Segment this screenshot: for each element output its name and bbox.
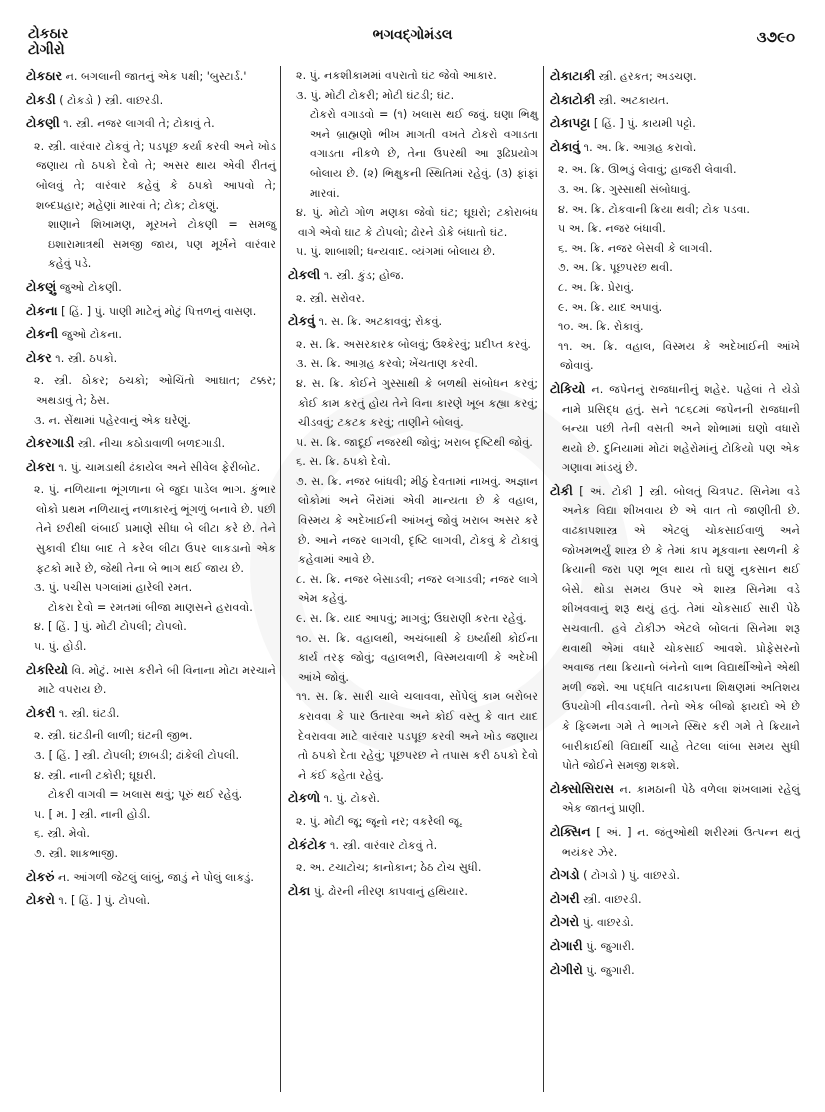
sense-definition: ૧૧. સ. ક્રિ. સારી ચાલે ચલાવવા, સોંપેલું કામ બરોબર કરાવવા કે પાર ઉતારવા અને કોઈ વસ્તુ કે વાત યાદ દેવરાવવા માટે વારંવાર પડપૂછ કરવી અને ખોડ જણાય તો ઠપકો દેતા રહેવું; પૂછપરછ ને તપાસ કરી ઠપકો દેવો ને કંઈ કહેતા રહેવું. [296, 690, 538, 782]
dictionary-entry [550, 66, 800, 87]
sense-definition: ૪. સ્ત્રી. નાની ટકોરી; ઘૂઘરી. [34, 768, 157, 782]
column-middle [288, 66, 538, 1098]
sense-definition: ૨. સ્ત્રી. ઠોકર; ઠચકો; ઓચિંતો આઘાત; ટક્કર; અથડાવું તે; ઠેસ. [34, 374, 276, 407]
sense-definition: ૧૧. અ. ક્રિ. વહાલ, વિસ્મય કે અદેખાઈની આંખે જોવાવું. [558, 339, 800, 373]
sense-definition: ૭. સ્ત્રી. શાકભાજી. [34, 846, 119, 860]
headword: ટોકની [26, 326, 59, 342]
idiom-definition: ટોકરી વાગવી = ખલાસ થવું; પૂરું થઈ રહેવું. [48, 788, 243, 802]
dictionary-entry [550, 889, 800, 910]
dictionary-entry [550, 779, 800, 819]
dictionary-entry [26, 90, 276, 111]
dictionary-entry [288, 881, 538, 902]
dictionary-entry [288, 265, 538, 308]
column-divider [543, 66, 544, 1092]
definition: ન. બગલાની જાતનું એક પક્ષી; 'બુસ્ટાર્ડ.' [65, 70, 247, 83]
dictionary-entry [26, 277, 276, 298]
definition: ૧. પું. ચામડાથી ઢંકાયેલ અને સીવેલ ફેરીબોટ. [58, 460, 261, 474]
column-right [550, 66, 800, 1098]
definition: ૧. પું. ટોકરો. [323, 792, 380, 806]
sense-definition: ૪. [ હિં. ] પું. મોટી ટોપલી; ટોપલો. [34, 620, 187, 634]
dictionary-entry [550, 137, 800, 376]
headword: ટોકાવું [550, 138, 581, 154]
dictionary-entry [26, 324, 276, 345]
headword: ટોકાપટ્ટા [550, 115, 591, 131]
dictionary-entry [550, 113, 800, 134]
dictionary-entry [26, 113, 276, 274]
sense-definition: ૯. અ. ક્રિ. યાદ અપાવું. [558, 300, 663, 314]
dictionary-entry [26, 301, 276, 322]
headword: ટોકિયો [550, 380, 586, 396]
dictionary-entry [288, 311, 538, 785]
sense-definition: ૯. સ. ક્રિ. યાદ આપવું; માગવું; ઉઘરાણી કરતા રહેવું. [296, 612, 527, 626]
dictionary-entry [288, 835, 538, 878]
dictionary-entry [26, 660, 276, 700]
sense-definition: ૧૦. અ. ક્રિ. રોકાવું. [558, 320, 644, 334]
definition: પું. વાછરડો. [582, 916, 634, 930]
dictionary-entry [26, 867, 276, 888]
dictionary-entry [26, 890, 276, 911]
sense-definition: ૨. અ. ટચાટોચ; કાનોકાન; ઠેઠ ટોચ સુધી. [296, 861, 482, 875]
definition: સ્ત્રી. નીચા કઠોડાવાળી બળદગાડી. [77, 437, 226, 451]
definition: ૧. સ્ત્રી. નજર લાગવી તે; ટોકાવું તે. [63, 117, 215, 131]
sense-definition: ૨. સ્ત્રી. સરોવર. [296, 291, 365, 305]
definition: ન. આંગળી જેટલું લાંબું, જાડું ને પોલું લાકડું. [57, 870, 254, 884]
sense-definition: ૮. સ. ક્રિ. નજર બેસાડવી; નજર લગાડવી; નજર લાગે એમ કહેવું. [296, 572, 538, 606]
dictionary-entry [26, 433, 276, 454]
definition: ૧. સ્ત્રી. ઘંટડી. [58, 706, 120, 720]
headword: ટોકી [550, 482, 573, 498]
dictionary-entry [550, 481, 800, 776]
dictionary-entry [550, 90, 800, 111]
sense-definition: ૭. અ. ક્રિ. પૂછપરછ થવી. [558, 261, 673, 275]
sense-definition: ૧૦. સ. ક્રિ. વહાલથી, અચંબાથી કે ઇર્ષ્યાથી કોઈના કાર્ય તરફ જોવું; વહાલભરી, વિસ્મયવાળી કે અદેખી આંખે જોવું. [296, 631, 538, 684]
sense-definition: ૬. અ. ક્રિ. નજર બેસવી કે લાગવી. [558, 241, 713, 255]
dictionary-entry [550, 912, 800, 933]
sense-definition: ૪. સ. ક્રિ. કોઈને ગુસ્સાથી કે બળથી સંબોધન કરવું; કોઈ કામ કરતું હોય તેને વિના કારણે ખૂબ કહ્યા કરવું; ચીડવવું; ટકટક કરવું; તાણીને બોલવું. [296, 376, 538, 430]
sense-definition: ૫. [ મ. ] સ્ત્રી. નાની હોડી. [34, 807, 151, 821]
page-number: ૩૭૯૦ [756, 28, 795, 46]
definition: ૧. સ. ક્રિ. અટકાવવું; રોકવું. [318, 315, 443, 329]
definition: જુઓ ટોકના. [61, 328, 122, 342]
column-divider [280, 66, 281, 1092]
headword: ટોગારી [550, 937, 583, 953]
sense-definition: ૨. સ્ત્રી. વારંવાર ટોકવું તે; પડપૂછ કર્યા કરવી અને ખોડ જણાય તો ઠપકો દેવો તે; અસર થાય એવી રીતનું બોલવું તે; વારંવાર કહેવું કે ઠપકો આપવો તે; શબ્દપ્રહાર; મહેણાં મારવાં તે; ટોક; ટોકણું. [34, 139, 276, 212]
sense-definition: ૪. પું. મોટો ગોળ મણકા જેવો ઘંટ; ઘૂઘરો; ટકોરાબંધ વાગે એવો ઘાટ કે ટોપલો; ઢોરને ડોકે બંધાતો ઘંટ. [296, 206, 538, 239]
dictionary-entry [26, 703, 276, 864]
dictionary-entry [550, 865, 800, 886]
definition: [ અં. ટોકી ] સ્ત્રી. બોલતું ચિત્રપટ. સિનેમા વડે અનેક વિદ્યા શીખવાય છે એ વાત તો જાણીતી છે. વાઢકાપશાસ્ત્ર એ એટલું ચોકસાઈવાળું અને જોખમભર્યું શાસ્ત્ર છે કે તેમાં કાપ મૂકવાના સ્થળની કે ક્રિયાની જરા પણ ભૂલ થાય તો ઘણું નુકસાન થઈ બેસે. થોડા સમય ઉપર એ શાસ્ત્ર સિનેમા વડે શીખવવાનું શરૂ થયું હતું. તેમાં ચોકસાઈ સારી પેઠે સચવાતી. હવે ટોકીઝ એટલે બોલતાં સિનેમા શરૂ થવાથી એમાં વધારે ચોકસાઈ આવશે. પ્રોફેસરનો અવાજ તથા ક્રિયાનો બંનેનો લાભ વિદ્યાર્થીઓને એથી મળી જશે. આ પદ્ધતિ વાઢકાપના શિક્ષણમાં અતિશય ઉપયોગી નીવડવાની. તેનો એક બીજો ફાયદો એ છે કે ફિલ્મના ગમે તે ભાગને સ્થિર કરી ગમે તે ક્રિયાને બારીકાઈથી વિદ્યાર્થી ચાહે તેટલા લાંબા સમય સુધી પોતે જોઈને સમજી શકશે. [562, 484, 800, 773]
sense-definition: ૫. સ. ક્રિ. જાદૂઈ નજરથી જોવું; ખરાબ દૃષ્ટિથી જોવું. [296, 435, 533, 449]
headword: ટોકાટાકી [550, 68, 596, 83]
guide-word-last: ટોગીરો [28, 42, 65, 58]
sense-definition: ૩. સ. ક્રિ. આગ્રહ કરવો; ખેંચતાણ કરવી. [296, 357, 478, 371]
sense-definition: ૨. અ. ક્રિ. ઊભડું લેવાવું; હાજરી લેવાવી. [558, 163, 737, 177]
sense-definition: ૮. અ. ક્રિ. પ્રેરાવું. [558, 280, 635, 294]
headword: ટોકળો [288, 790, 321, 806]
page-title: ભગવદ્ગોમંડલ [372, 27, 453, 43]
headword: ટોકણું [26, 278, 57, 294]
sense-definition: ૪. અ. ક્રિ. ટોકવાની ક્રિયા થવી; ટોક પડવા. [558, 202, 750, 216]
headword: ટોકાટોકી [550, 91, 596, 107]
headword: ટોકલી [288, 266, 321, 282]
definition: પું. જુગારી. [586, 963, 635, 977]
page-header [0, 22, 825, 62]
definition: ( ટોગડો ) પું. વાછરડો. [583, 869, 680, 883]
definition: [ હિં. ] પું. પાણી માટેનું મોટું પિત્તળનું વાસણ. [61, 304, 257, 318]
headword: ટોકવું [288, 313, 316, 329]
sense-definition: ૨. પું. નકશીકામમાં વપરાતો ઘંટ જેવો આકાર. [296, 69, 497, 82]
headword: ટોકરા [26, 458, 55, 474]
idiom-definition: ટોકરો વગાડવો = (૧) ખલાસ થઈ જવું. ઘણા ભિક્ષુ અને બ્રાહ્મણો ભીખ માગતી વખતે ટોકરો વગાડતા વગાડતા નીકળે છે, તેના ઉપરથી આ રૂઢિપ્રયોગ બોલાય છે. (૨) ભિક્ષુકની સ્થિતિમાં રહેવું. (૩) ફાંફાં મારવાં. [310, 108, 538, 200]
sense-definition: ૬. સ્ત્રી. મેવો. [34, 827, 90, 841]
sense-definition: ૩. પું. મોટી ટોકરી; મોટી ઘંટડી; ઘંટ. [296, 88, 455, 102]
sense-definition: ૩. [ હિં. ] સ્ત્રી. ટોપલી; છાબડી; ઢાંકેલી ટોપલી. [34, 749, 240, 762]
definition: [ હિં. ] પું. કાયમી પટ્ટો. [593, 117, 696, 131]
definition: પું. ઢોરની નીરણ કાપવાનું હથિયાર. [313, 884, 468, 898]
idiom-definition: શાણાને શિખામણ, મૂરખને ટોકણી = સમજુ ઇશારામાત્રથી સમજી જાય, પણ મૂર્ખને વારંવાર કહેવું પડે. [48, 218, 276, 271]
headword: ટોકણી [26, 115, 60, 131]
definition: [ અં. ] ન. જંતુઓથી શરીરમાં ઉત્પન્ન થતું ભયંકર ઝેર. [562, 825, 800, 859]
definition: ન. જપેનનું રાજધાનીનું શહેર. પહેલાં તે યેડો નામે પ્રસિદ્ધ હતું. સને ૧૮૬૮માં જપેનની રાજધાની બન્યા પછી તેની વસતી અને શોભામાં ઘણો વધારો થયો છે. દુનિયામાં મોટાં શહેરોમાંનું ટોકિયો પણ એક ગણાવા માંડયું છે. [562, 382, 800, 475]
dictionary-entry [550, 960, 800, 981]
headword: ટોકરો [26, 892, 55, 908]
dictionary-entry [550, 379, 800, 478]
sense-definition: ૨. સ્ત્રી. ઘંટડીની લાળી; ઘંટની જીભ. [34, 729, 193, 743]
headword: ટોકના [26, 302, 58, 318]
definition: ન. કામઠાની પેઠે વળેલા શંખલામાં રહેલું એક જાતનું પ્રાણી. [562, 782, 800, 816]
headword: ટોગરી [550, 890, 580, 906]
definition: ( ટોકડો ) સ્ત્રી. વાછરડી. [59, 93, 164, 107]
dictionary-entry [26, 457, 276, 657]
headword: ટોકરું [26, 868, 55, 884]
headword: ટોક્સિન [550, 823, 591, 839]
headword: ટોગરો [550, 914, 580, 930]
dictionary-entry [26, 348, 276, 430]
sense-definition: ૨. પું. નળિયાના ભૂંગળાના બે જુદા પાડેલ ભાગ. કુંભાર લોકો પ્રથમ નળિયાનું નળાકારનું ભૂંગળું બનાવે છે. પછી તેને છરીથી લંબાઈ પ્રમાણે સીધા બે લીટા કરે છે. તેને સુકાવી દીધા બાદ તે કરેલ લીટા ઉપર લાકડાનો એક ફટકો મારે છે, જેથી તેના બે ભાગ થઈ જાય છે. [34, 483, 276, 575]
dictionary-entry [288, 66, 538, 262]
sense-definition: ૨. પું. મોટી જૂ; જૂનો નર; વકરેલી જૂ. [296, 814, 463, 828]
headword: ટોકરી [26, 704, 56, 720]
sense-definition: ૩. પું. પચીસ પગલાંમાં હારેલી રમત. [34, 581, 193, 595]
sense-definition: ૫. પું. શાબાશી; ધન્યવાદ. વ્યંગમાં બોલાય છે. [296, 245, 496, 259]
headword: ટોક્સોસિરાસ [550, 780, 615, 796]
definition: સ્ત્રી. અટકાયત. [598, 93, 670, 107]
definition: ૧. [ હિં. ] પું. ટોપલો. [58, 894, 151, 908]
definition: વિ. મોટું. ખાસ કરીને બી વિનાના મોટા મરચાને માટે વપરાય છે. [38, 663, 276, 697]
dictionary-entry [288, 788, 538, 831]
dictionary-entry [550, 936, 800, 957]
definition: ૧. અ. ક્રિ. આગ્રહ કરાવો. [583, 140, 697, 154]
definition: ૧. સ્ત્રી. વારંવાર ટોકવું તે. [330, 838, 438, 852]
sense-definition: ૭. સ. ક્રિ. નજર બાંધવી; મીઠું દેવતામાં નાખવું. અજ્ઞાન લોકોમાં અને બૈરાંમાં એવી માન્યતા છે કે વહાલ, વિસ્મય કે અદેખાઈની આંખનું જોવું ખરાબ અસર કરે છે. આને નજર લાગવી, દૃષ્ટિ લાગવી, ટોકવું કે ટોકાવું કહેવામાં આવે છે. [296, 474, 538, 567]
dictionary-entry [550, 822, 800, 862]
definition: જુઓ ટોકણી. [59, 280, 122, 294]
column-left [26, 66, 276, 1098]
headword: ટોગડો [550, 867, 580, 883]
headword: ટોકઠાર [26, 68, 63, 83]
sense-definition: ૨. સ. ક્રિ. અસરકારક બોલવું; ઉશ્કેરવું; પ્રદીપ્ત કરવું. [296, 337, 531, 351]
dictionary-entry [26, 66, 276, 87]
headword: ટોગીરો [550, 961, 583, 977]
definition: પું. જુગારી. [586, 939, 635, 953]
headword: ટોકર [26, 349, 52, 365]
headword: ટોકંટોક [288, 836, 327, 852]
sense-definition: ૩. ન. સેંથામાં પહેરવાનું એક ઘરેણું. [34, 413, 191, 427]
definition: ૧. સ્ત્રી. ઠપકો. [55, 351, 118, 365]
definition: સ્ત્રી. વાછરડી. [583, 892, 642, 906]
definition: સ્ત્રી. હરકત; અડચણ. [598, 70, 697, 83]
headword: ટોકા [288, 882, 311, 898]
definition: ૧. સ્ત્રી. કુંડ; હોજ. [323, 268, 405, 282]
sense-definition: ૬. સ. ક્રિ. ઠપકો દેવો. [296, 455, 391, 469]
sense-definition: ૩. અ. ક્રિ. ગુસ્સાથી સંબોધાવું. [558, 182, 691, 196]
guide-word-first: ટોકઠાર [28, 26, 69, 42]
headword: ટોકરગાડી [26, 435, 75, 451]
headword: ટોકડી [26, 91, 56, 107]
headword: ટોકરિયો [26, 661, 68, 677]
sense-definition: ૫. પું. હોડી. [34, 640, 87, 654]
sense-definition: ૫ અ. ક્રિ. નજર બંધાવી. [558, 222, 666, 236]
idiom-definition: ટોકરા દેવો = રમતમાં બીજા માણસને હરાવવો. [48, 600, 253, 614]
